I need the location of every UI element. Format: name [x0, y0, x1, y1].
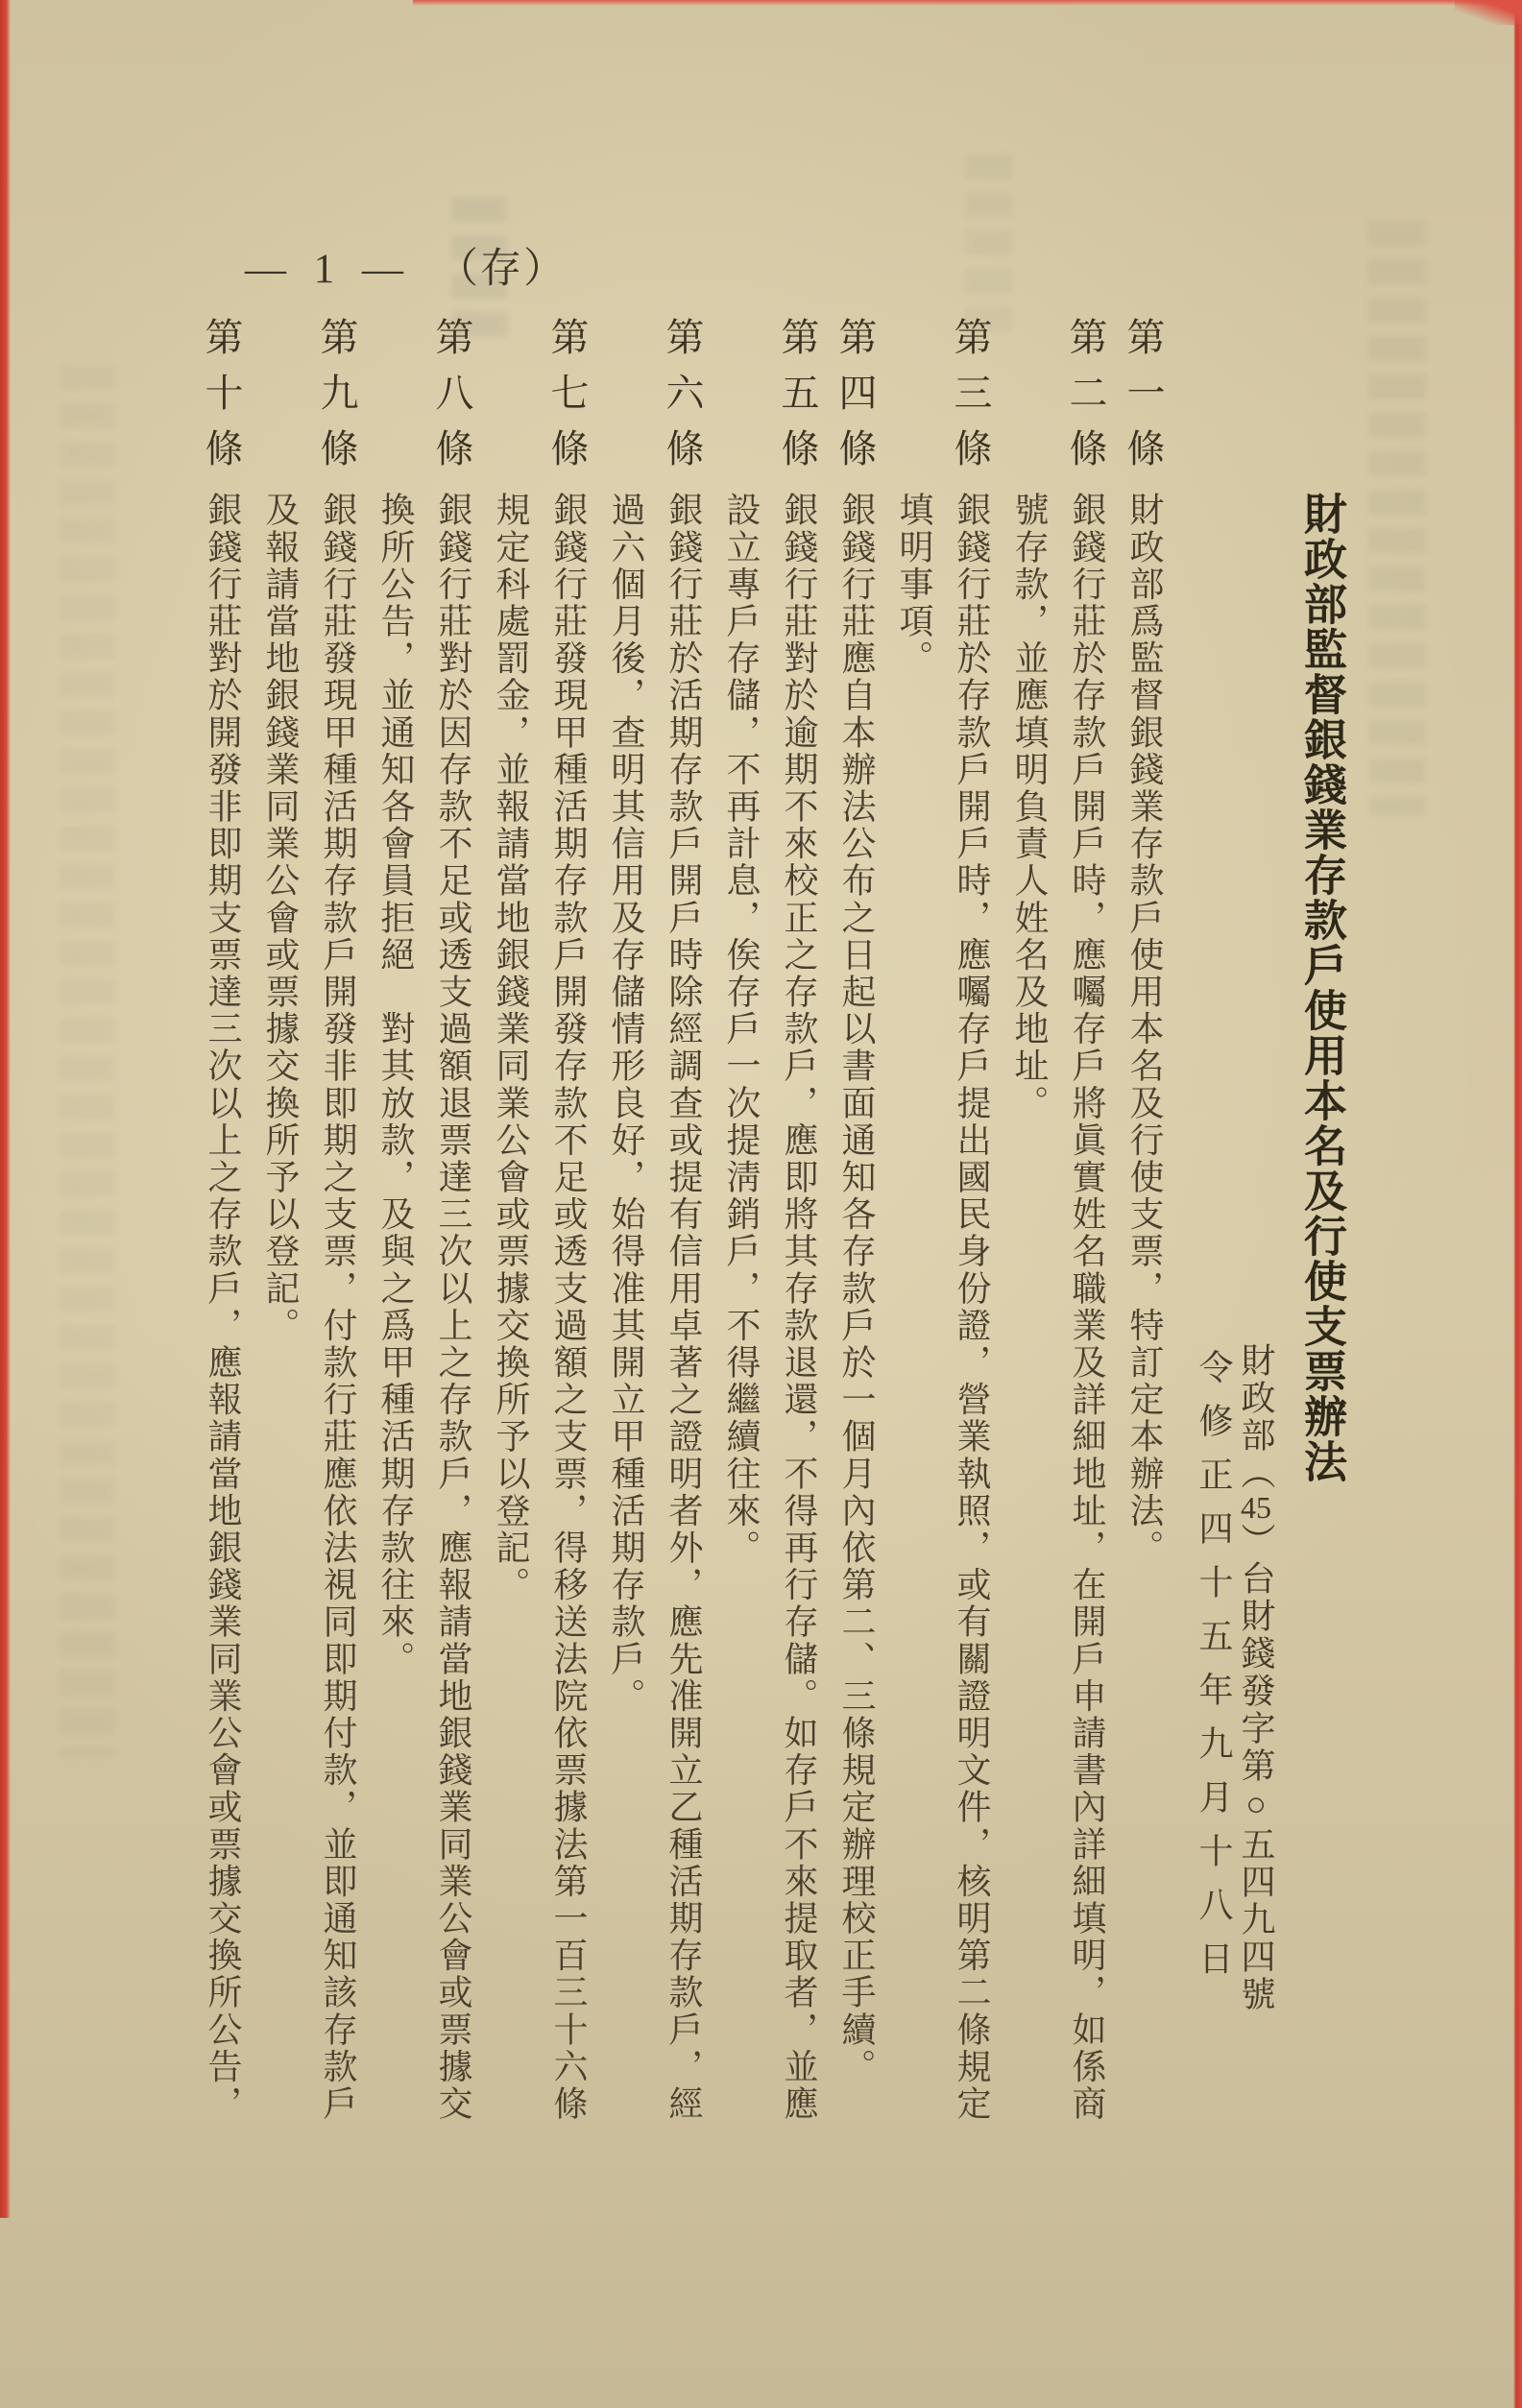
article-number: 第二條	[1064, 317, 1107, 484]
article-text-column: 設立專戶存儲，不再計息，俟存戶一次提淸銷戶，不得繼續往來。	[722, 492, 761, 1567]
scan-edge-top	[413, 0, 1522, 6]
issuer-year-number: 45	[1241, 1492, 1271, 1523]
article-number: 第七條	[545, 317, 589, 484]
ink-bleed-artifact	[1368, 221, 1426, 816]
ink-bleed-artifact	[60, 365, 115, 1757]
article-text-column: 及報請當地銀錢業同業公會或票據交換所予以登記。	[261, 492, 300, 1344]
amendment-date-line: 令修正四十五年九月十八日	[1195, 1349, 1233, 1994]
article-text-column: 銀錢行莊發現甲種活期存款戶開發非即期之支票，付款行莊應依法視同即期付款，並即通知該存款戶	[319, 492, 357, 2123]
article-number: 第四條	[833, 317, 877, 484]
article-number: 第八條	[430, 317, 473, 484]
article-number: 第九條	[315, 317, 358, 484]
ink-bleed-artifact	[965, 154, 1013, 336]
article-number: 第十條	[200, 317, 243, 484]
article-text-column: 銀錢行莊發現甲種活期存款戶開發存款不足或透支過額之支票，得移送法院依票據法第一百三十六條	[549, 492, 588, 2123]
article-number: 第一條	[1122, 317, 1165, 484]
article-text-column: 號存款，並應填明負責人姓名及地址。	[1010, 492, 1049, 1122]
article-text-column: 銀錢行莊對於因存款不足或透支過額退票達三次以上之存款戶，應報請當地銀錢業同業公會或票據交	[434, 492, 472, 2123]
article-text-column: 銀錢行莊於存款戶開戶時，應囑存戶提出國民身份證，營業執照，或有關證明文件，核明第二條規定	[953, 492, 991, 2123]
article-text-column: 填明事項。	[895, 492, 933, 677]
scan-corner-mark	[1455, 0, 1522, 25]
issuer-suffix: ）台財錢發字第○五四九四號	[1237, 1523, 1275, 2013]
scan-edge-right	[1513, 0, 1522, 2408]
article-text-column: 財政部爲監督銀錢業存款戶使用本名及行使支票，特訂定本辦法。	[1125, 492, 1164, 1567]
page-number-header	[245, 236, 567, 292]
article-text-column: 銀錢行莊於活期存款戶開戶時除經調查或提有信用卓著之證明者外，應先准開立乙種活期存款戶，經	[664, 492, 703, 2123]
article-text-column: 銀錢行莊於存款戶開戶時，應囑存戶將眞實姓名職業及詳細地址，在開戶申請書內詳細填明，如係商	[1068, 492, 1106, 2123]
document-title: 財政部監督銀錢業存款戶使用本名及行使支票辦法	[1297, 492, 1345, 1484]
category-label: （存）	[437, 247, 567, 292]
scan-edge-left	[0, 0, 11, 2218]
article-text-column: 銀錢行莊對於開發非即期支票達三次以上之存款戶，應報請當地銀錢業同業公會或票據交換所公告，	[204, 492, 242, 2123]
article-text-column: 規定科處罰金，並報請當地銀錢業同業公會或票據交換所予以登記。	[492, 492, 530, 1603]
article-text-column: 過六個月後，查明其信用及存儲情形良好，始得准其開立甲種活期存款戶。	[607, 492, 645, 1715]
issuer-prefix: 財政部（	[1237, 1342, 1275, 1492]
article-text-column: 銀錢行莊應自本辦法公布之日起以書面通知各存款戶於一個月內依第二、三條規定辦理校正手續。	[837, 492, 876, 2085]
article-number: 第三條	[949, 317, 992, 484]
article-text-column: 銀錢行莊對於逾期不來校正之存款戶，應即將其存款退還，不得再行存儲。如存戶不來提取者，並應	[780, 492, 818, 2123]
article-text-column: 換所公告，並通知各會員拒絕 對其放款，及與之爲甲種活期存款往來。	[376, 492, 415, 1678]
article-number: 第五條	[776, 317, 819, 484]
issuing-reference-number	[1237, 1342, 1273, 2013]
page-number: — 1 —	[245, 247, 412, 292]
article-number: 第六條	[661, 317, 704, 484]
